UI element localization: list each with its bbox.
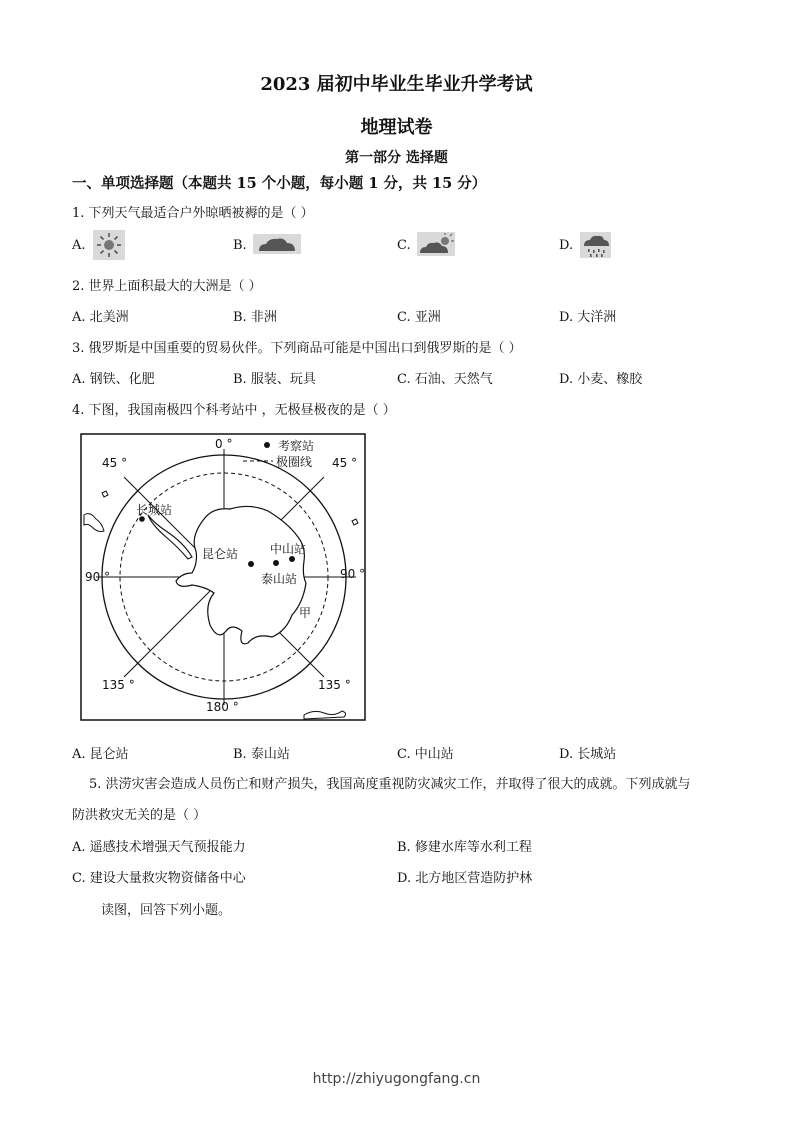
legend-circle-label: 极圈线 <box>276 455 313 469</box>
kunlun-station-label: 昆仑站 <box>202 547 239 561</box>
q3-option-a: A. 钢铁、化肥 <box>72 372 155 387</box>
part-heading: 第一部分 选择题 <box>345 150 448 166</box>
question-3-stem: 3. 俄罗斯是中国重要的贸易伙伴。下列商品可能是中国出口到俄罗斯的是（ ） <box>72 341 522 356</box>
sunny-icon <box>93 230 125 260</box>
q4-option-a: A. 昆仑站 <box>72 747 129 762</box>
lon-0-label: 0 ° <box>215 437 233 451</box>
legend-station-dot <box>264 442 270 448</box>
q1-option-a-label: A. <box>72 238 86 253</box>
q2-option-c: C. 亚洲 <box>397 310 441 325</box>
cloudy-sun-icon <box>417 232 455 256</box>
question-5-stem-line1: 5. 洪涝灾害会造成人员伤亡和财产损失，我国高度重视防灾减灾工作，并取得了很大的成就。下列成就与 <box>89 777 691 792</box>
rain-icon <box>580 232 611 258</box>
q1-option-d-label: D. <box>559 238 574 253</box>
location-jia-label: 甲 <box>299 606 312 620</box>
exam-title: 2023 届初中毕业生毕业升学考试 <box>260 74 533 95</box>
section-heading: 一、单项选择题（本题共 15 个小题，每小题 1 分，共 15 分） <box>72 175 487 192</box>
lon-90-right-label: 90 ° <box>340 567 366 581</box>
lon-45-left-label: 45 ° <box>102 456 128 470</box>
kunlun-station-dot <box>248 561 254 567</box>
lon-135-right-label: 135 ° <box>318 678 351 692</box>
q4-option-c: C. 中山站 <box>397 747 454 762</box>
antarctica-station-map <box>80 433 366 721</box>
changcheng-station-label: 长城站 <box>136 503 173 517</box>
lon-180-label: 180 ° <box>206 700 239 714</box>
taishan-station-label: 泰山站 <box>261 572 298 586</box>
question-2-stem: 2. 世界上面积最大的大洲是（ ） <box>72 279 262 294</box>
q3-option-b: B. 服装、玩具 <box>233 372 316 387</box>
q5-option-b: B. 修建水库等水利工程 <box>397 840 532 855</box>
q2-option-b: B. 非洲 <box>233 310 277 325</box>
overcast-icon <box>253 234 301 254</box>
zhongshan-station-label: 中山站 <box>270 542 307 556</box>
taishan-station-dot <box>273 560 279 566</box>
footer-url[interactable]: http://zhiyugongfang.cn <box>312 1071 481 1087</box>
q3-option-d: D. 小麦、橡胶 <box>559 372 643 387</box>
q1-option-c-label: C. <box>397 238 411 253</box>
lon-135-left-label: 135 ° <box>102 678 135 692</box>
lon-45-right-label: 45 ° <box>332 456 358 470</box>
q2-option-d: D. 大洋洲 <box>559 310 617 325</box>
question-1-stem: 1. 下列天气最适合户外晾晒被褥的是（ ） <box>72 206 314 221</box>
subject-title: 地理试卷 <box>360 117 433 138</box>
q4-option-b: B. 泰山站 <box>233 747 290 762</box>
q5-option-d: D. 北方地区营造防护林 <box>397 871 533 886</box>
q5-option-c: C. 建设大量救灾物资储备中心 <box>72 871 246 886</box>
q4-option-d: D. 长城站 <box>559 747 617 762</box>
changcheng-station-dot <box>139 516 145 522</box>
question-5-stem-line2: 防洪救灾无关的是（ ） <box>72 808 207 823</box>
reading-instruction: 读图，回答下列小题。 <box>101 903 232 918</box>
lon-90-left-label: 90 ° <box>85 570 111 584</box>
q5-option-a: A. 遥感技术增强天气预报能力 <box>72 840 246 855</box>
legend-station-label: 考察站 <box>278 439 315 453</box>
q3-option-c: C. 石油、天然气 <box>397 372 493 387</box>
q2-option-a: A. 北美洲 <box>72 310 129 325</box>
question-4-stem: 4. 下图，我国南极四个科考站中 ，无极昼极夜的是（ ） <box>72 403 396 418</box>
q1-option-b-label: B. <box>233 238 247 253</box>
zhongshan-station-dot <box>289 556 295 562</box>
